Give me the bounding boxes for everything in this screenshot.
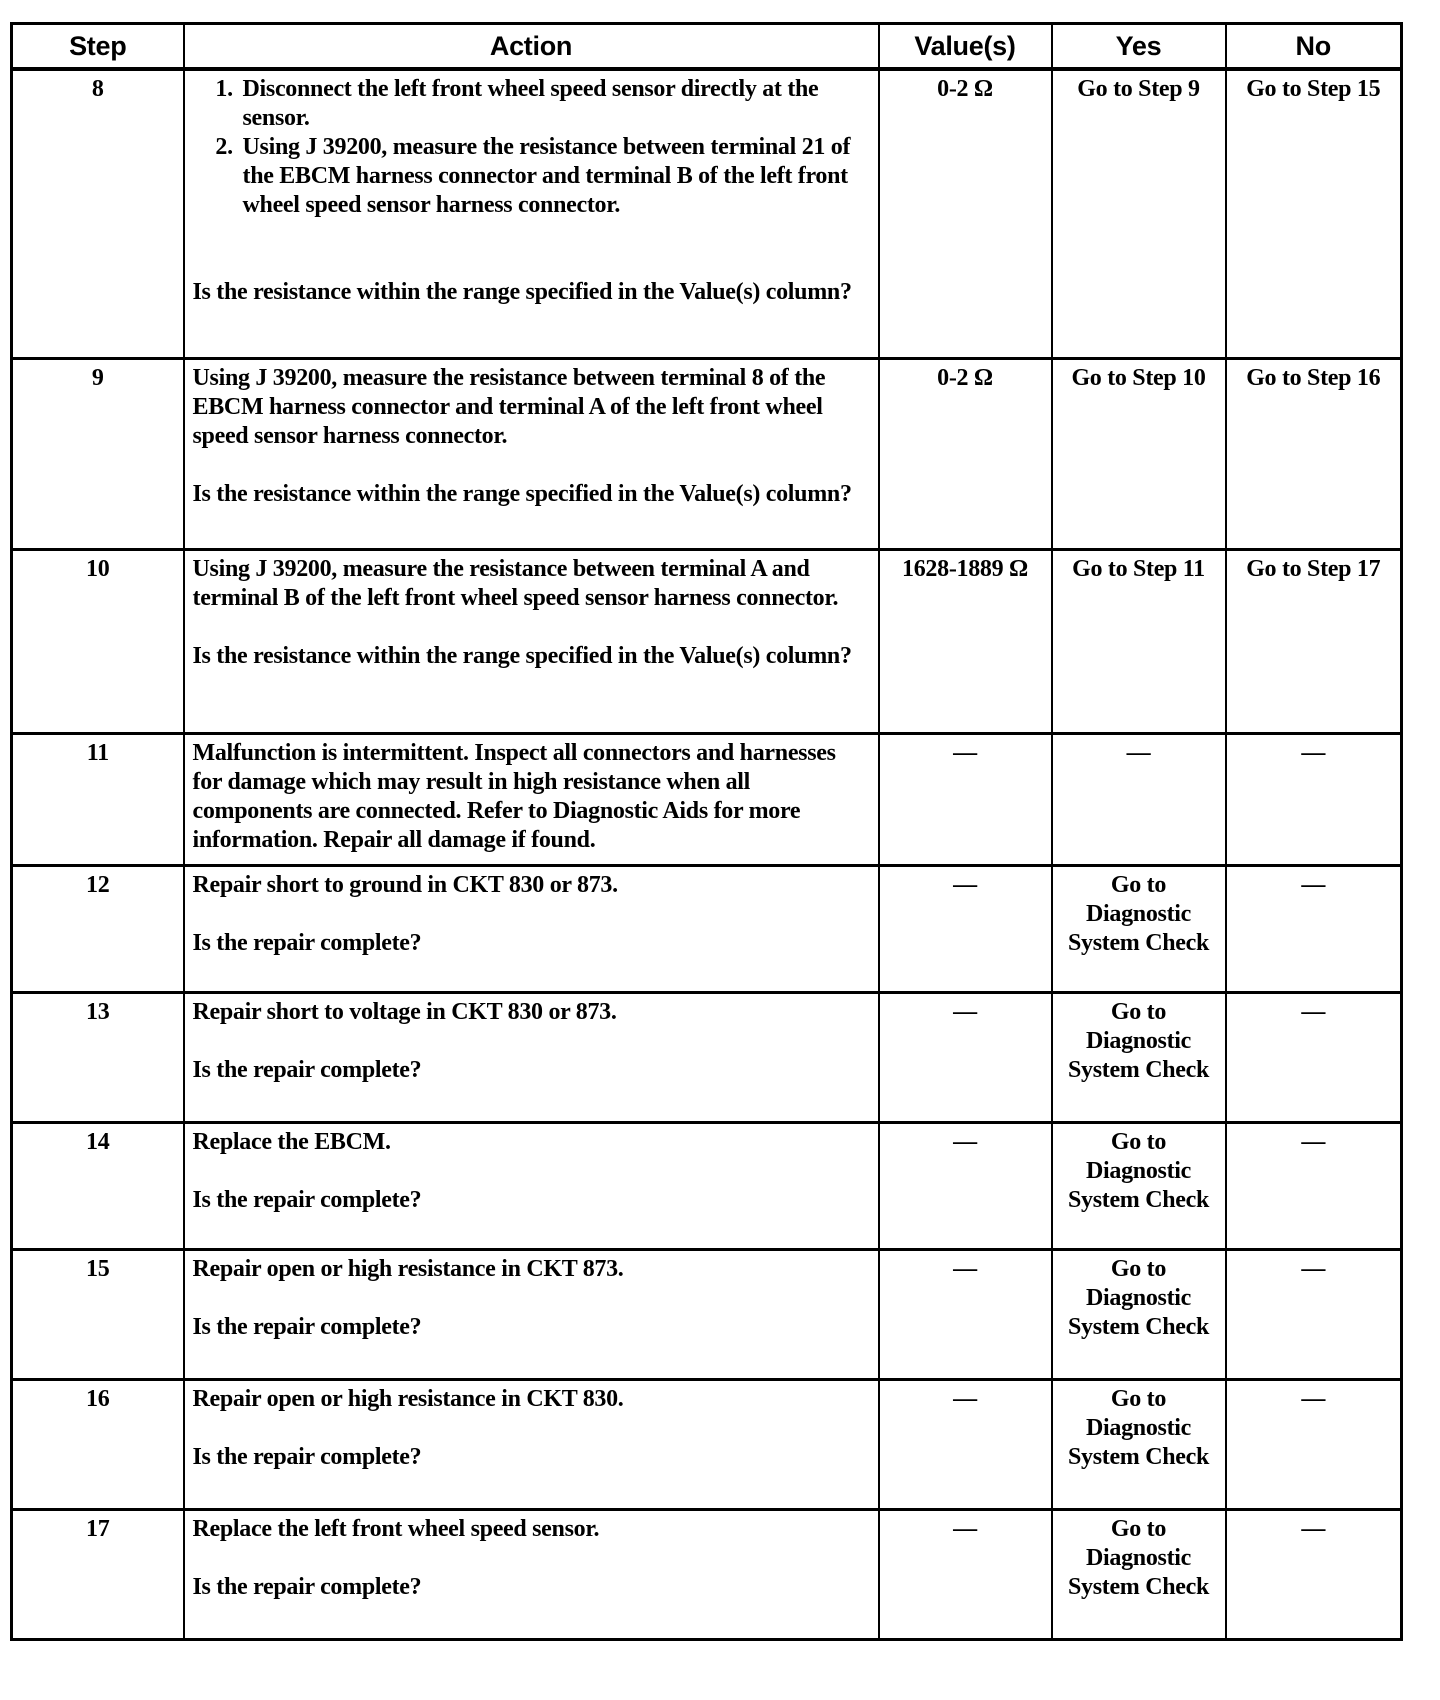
step-cell: 9 [12, 358, 184, 549]
yes-cell: Go to Diagnostic System Check [1052, 1122, 1226, 1249]
action-text: Using J 39200, measure the resistance between terminal 8 of the EBCM harness connector and terminal A of the left front wheel speed sensor harness connector. [192, 364, 826, 449]
no-cell: Go to Step 16 [1226, 358, 1402, 549]
action-question: Is the repair complete? [192, 929, 422, 956]
table-row [12, 733, 1402, 865]
no-cell: Go to Step 17 [1226, 549, 1402, 733]
action-cell [184, 1509, 879, 1639]
yes-cell: Go to Diagnostic System Check [1052, 865, 1226, 992]
action-step: 1. Disconnect the left front wheel speed sensor directly at the sensor. [239, 75, 870, 133]
no-cell: — [1226, 1122, 1402, 1249]
value-cell: — [879, 865, 1052, 992]
action-question: Is the resistance within the range specified in the Value(s) column? [192, 642, 852, 669]
action-step: 2. Using J 39200, measure the resistance between terminal 21 of the EBCM harness connector and terminal B of the left front wheel speed sensor harness connector. [239, 133, 870, 220]
no-cell: — [1226, 1249, 1402, 1379]
step-cell: 14 [12, 1122, 184, 1249]
value-cell: — [879, 1509, 1052, 1639]
yes-cell: Go to Diagnostic System Check [1052, 1509, 1226, 1639]
step-cell: 15 [12, 1249, 184, 1379]
yes-cell: Go to Diagnostic System Check [1052, 992, 1226, 1122]
action-text: Repair short to voltage in CKT 830 or 873. [192, 998, 617, 1025]
action-text: Malfunction is intermittent. Inspect all connectors and harnesses for damage which may result in high resistance when all components are connected. Refer to Diagnostic Aids for more information. Repair all damage if found. [192, 739, 836, 853]
action-cell [184, 549, 879, 733]
action-text: Replace the left front wheel speed sensor. [192, 1515, 600, 1542]
table-row [12, 865, 1402, 992]
value-cell: — [879, 1249, 1052, 1379]
no-cell: — [1226, 733, 1402, 865]
diagnostic-table [10, 22, 1403, 1641]
action-cell [184, 733, 879, 865]
action-text: Repair short to ground in CKT 830 or 873. [192, 871, 618, 898]
no-cell: — [1226, 1379, 1402, 1509]
no-cell: Go to Step 15 [1226, 69, 1402, 358]
action-steps [193, 75, 870, 220]
action-cell [184, 1249, 879, 1379]
value-cell: 1628-1889 Ω [879, 549, 1052, 733]
no-cell: — [1226, 1509, 1402, 1639]
action-question: Is the resistance within the range specified in the Value(s) column? [192, 480, 852, 507]
step-cell: 16 [12, 1379, 184, 1509]
no-cell: — [1226, 992, 1402, 1122]
action-text: Replace the EBCM. [192, 1128, 391, 1155]
step-cell: 8 [12, 69, 184, 358]
yes-cell: Go to Step 9 [1052, 69, 1226, 358]
action-cell [184, 992, 879, 1122]
action-question: Is the repair complete? [192, 1443, 422, 1470]
table-row [12, 1509, 1402, 1639]
header-values: Value(s) [879, 24, 1052, 70]
no-cell: — [1226, 865, 1402, 992]
action-cell [184, 358, 879, 549]
action-cell [184, 1379, 879, 1509]
value-cell: — [879, 1379, 1052, 1509]
action-question: Is the repair complete? [192, 1186, 422, 1213]
action-cell [184, 1122, 879, 1249]
table-row [12, 1379, 1402, 1509]
value-cell: — [879, 1122, 1052, 1249]
action-text: Repair open or high resistance in CKT 830. [192, 1385, 624, 1412]
table-row [12, 1249, 1402, 1379]
yes-cell: Go to Diagnostic System Check [1052, 1249, 1226, 1379]
step-cell: 17 [12, 1509, 184, 1639]
action-cell [184, 865, 879, 992]
action-text: Using J 39200, measure the resistance between terminal A and terminal B of the left front wheel speed sensor harness connector. [192, 555, 839, 611]
table-row [12, 1122, 1402, 1249]
action-question: Is the resistance within the range specified in the Value(s) column? [192, 279, 852, 305]
yes-cell: Go to Diagnostic System Check [1052, 1379, 1226, 1509]
yes-cell: Go to Step 10 [1052, 358, 1226, 549]
header-step: Step [12, 24, 184, 70]
table-row [12, 358, 1402, 549]
action-text: Repair open or high resistance in CKT 873. [192, 1255, 624, 1282]
yes-cell: — [1052, 733, 1226, 865]
yes-cell: Go to Step 11 [1052, 549, 1226, 733]
action-question: Is the repair complete? [192, 1573, 422, 1600]
table-row [12, 992, 1402, 1122]
header-no: No [1226, 24, 1402, 70]
action-question: Is the repair complete? [192, 1056, 422, 1083]
table-row [12, 69, 1402, 358]
header-row [12, 24, 1402, 70]
action-question: Is the repair complete? [192, 1313, 422, 1340]
value-cell: — [879, 733, 1052, 865]
table-row [12, 549, 1402, 733]
step-cell: 12 [12, 865, 184, 992]
step-cell: 11 [12, 733, 184, 865]
action-cell [184, 69, 879, 358]
value-cell: — [879, 992, 1052, 1122]
step-cell: 10 [12, 549, 184, 733]
header-yes: Yes [1052, 24, 1226, 70]
value-cell: 0-2 Ω [879, 69, 1052, 358]
header-action: Action [184, 24, 879, 70]
value-cell: 0-2 Ω [879, 358, 1052, 549]
step-cell: 13 [12, 992, 184, 1122]
